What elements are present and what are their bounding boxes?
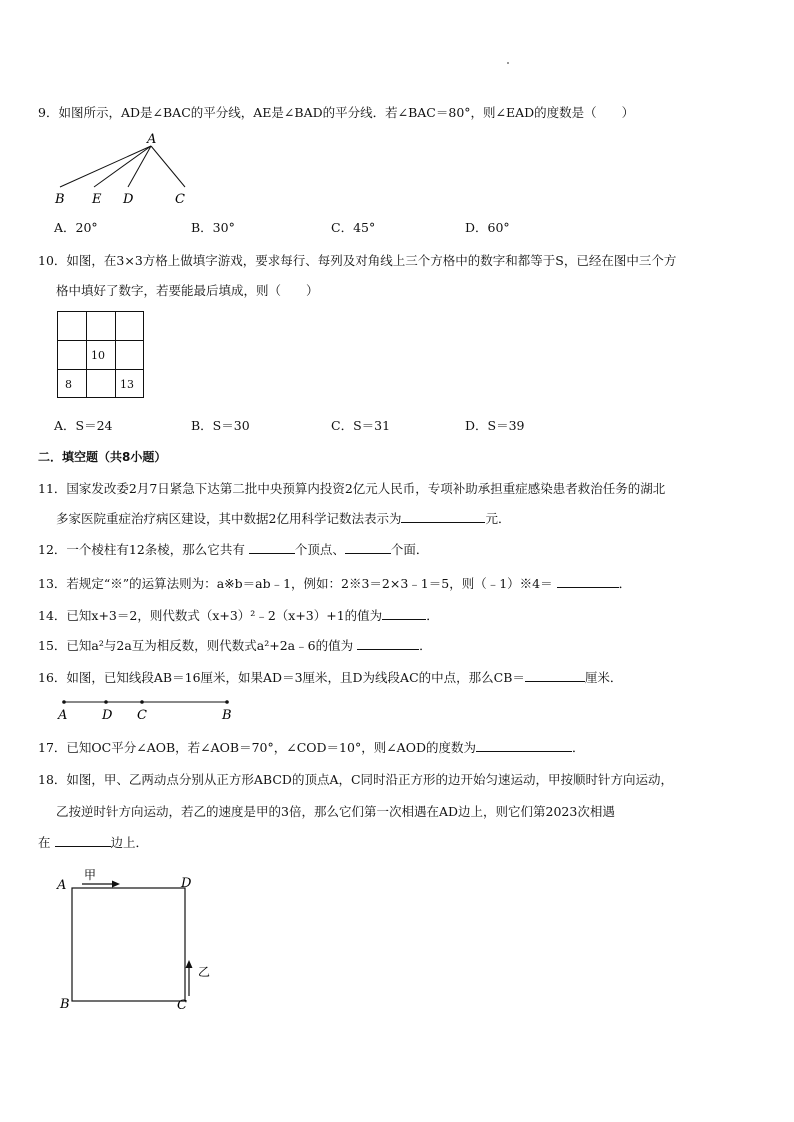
label-e: E [92,192,102,207]
q18-line2: 乙按逆时针方向运动，若乙的速度是甲的3倍，那么它们第一次相遇在AD边上，则它们第2023次相遇 [56,804,615,819]
q10-option-a: A．S＝24 [54,418,113,433]
page-dot [507,62,509,64]
square-label-c: C [177,998,187,1013]
label-d: D [123,192,134,207]
q12-stem-b: 个顶点、 [294,542,345,557]
q15-answer-blank[interactable] [357,637,419,650]
q11-line1 [38,479,665,497]
square-abcd [72,888,185,1001]
q18-stem-1: 如图，甲、乙两动点分别从正方形ABCD的顶点A，C同时沿正方形的边开始匀速运动，甲按顺时针方向运动， [66,772,674,787]
square-label-d: D [181,876,192,891]
q14-end: ． [426,608,439,623]
q16-number: 16． [38,670,67,685]
q10-line2: 格中填好了数字，若要能最后填成，则（ ） [56,283,319,298]
q11-answer-blank[interactable] [401,510,485,523]
q17-stem: 已知OC平分∠AOB，若∠AOB＝70°，∠COD＝10°，则∠AOD的度数为 [66,740,476,755]
q13-end: ． [618,576,632,591]
point-a [62,700,66,704]
square-label-a: A [57,878,67,893]
ray-ac [151,146,185,187]
q12-blank-vertices[interactable] [249,541,295,554]
point-c [140,700,144,704]
q9-option-c: C．45° [331,220,376,235]
q9-number: 9． [38,105,59,120]
q10-line1 [38,251,676,269]
q13-number: 13． [38,576,67,591]
seg-label-b: B [222,708,232,723]
q10-option-b: B．S＝30 [191,418,250,433]
label-yi: 乙 [198,965,211,979]
q17-line [38,738,585,756]
q10-option-d: D．S＝39 [465,418,525,433]
grid-bottom-left-value: 8 [65,378,72,391]
q15-end: ． [419,638,432,653]
label-b: B [55,192,65,207]
q18-number: 18． [38,772,67,787]
label-a: A [147,132,157,147]
point-b [225,700,229,704]
q13-stem: 若规定“※”的运算法则为：a※b＝ab﹣1，例如：2※3＝2×3﹣1＝5，则（﹣1）※4＝ [66,576,553,591]
q10-stem-1: 如图，在3×3方格上做填字游戏，要求每行、每列及对角线上三个方格中的数字和都等于S，已经在图中三个方 [66,253,677,268]
q9-option-d: D．60° [465,220,510,235]
q9-option-a: A．20° [54,220,98,235]
q16-segment-figure [55,695,245,725]
q17-number: 17． [38,740,67,755]
q16-unit: 厘米． [584,670,623,685]
q12-number: 12． [38,542,67,557]
square-label-b: B [60,997,70,1012]
q11-stem-1: 国家发改委2月7日紧急下达第二批中央预算内投资2亿元人民币，专项补助承担重症感染患者救治任务的湖北 [66,481,666,496]
seg-label-d: D [102,708,113,723]
q16-line [38,668,622,686]
q10-grid [57,311,144,398]
q18-line1 [38,770,673,788]
q18-stem-3a: 在 [38,835,51,850]
q15-number: 15． [38,638,67,653]
q12-line [38,540,428,558]
section-title: 二．填空题（共8小题） [38,450,167,464]
q17-end: ． [571,740,585,755]
grid-center-value: 10 [91,349,105,362]
q14-line [38,606,439,624]
q15-line [38,636,432,654]
q17-answer-blank[interactable] [476,739,572,752]
q12-stem-a: 一个棱柱有12条棱，那么它共有 [66,542,245,557]
q18-answer-blank[interactable] [55,834,111,847]
arrow-yi-head [186,960,193,968]
grid-bottom-right-value: 13 [120,378,134,391]
q10-number: 10． [38,253,67,268]
q14-stem: 已知x+3＝2，则代数式（x+3）²﹣2（x+3）+1的值为 [66,608,383,623]
q9-option-b: B．30° [191,220,235,235]
q11-line2 [56,509,510,527]
q9-stem: 如图所示，AD是∠BAC的平分线，AE是∠BAD的平分线．若∠BAC＝80°，则∠EAD的度数是（ ） [58,105,635,120]
q18-line3 [38,833,148,851]
point-d [104,700,108,704]
q11-stem-2: 多家医院重症治疗病区建设，其中数据2亿用科学记数法表示为 [56,511,402,526]
q12-blank-faces[interactable] [345,541,391,554]
q11-unit: 元． [485,511,511,526]
label-jia: 甲 [84,868,97,882]
q15-stem: 已知a²与2a互为相反数，则代数式a²+2a﹣6的值为 [66,638,354,653]
q18-stem-3b: 边上． [110,835,149,850]
q11-number: 11． [38,481,67,496]
q14-number: 14． [38,608,67,623]
q18-square-figure [50,860,230,1020]
q12-stem-c: 个面． [390,542,429,557]
arrow-jia-head [112,881,120,888]
ray-ae [94,146,151,187]
seg-label-a: A [58,708,68,723]
q16-stem: 如图，已知线段AB＝16厘米，如果AD＝3厘米，且D为线段AC的中点，那么CB＝ [66,670,525,685]
seg-label-c: C [137,708,147,723]
q9-text [38,103,634,121]
q16-answer-blank[interactable] [525,669,585,682]
q14-answer-blank[interactable] [382,607,426,620]
ray-ab [60,146,151,187]
label-c: C [175,192,185,207]
q13-answer-blank[interactable] [557,575,619,588]
ray-ad [128,146,151,187]
q9-figure [50,130,200,210]
q10-option-c: C．S＝31 [331,418,391,433]
q13-line [38,574,631,592]
